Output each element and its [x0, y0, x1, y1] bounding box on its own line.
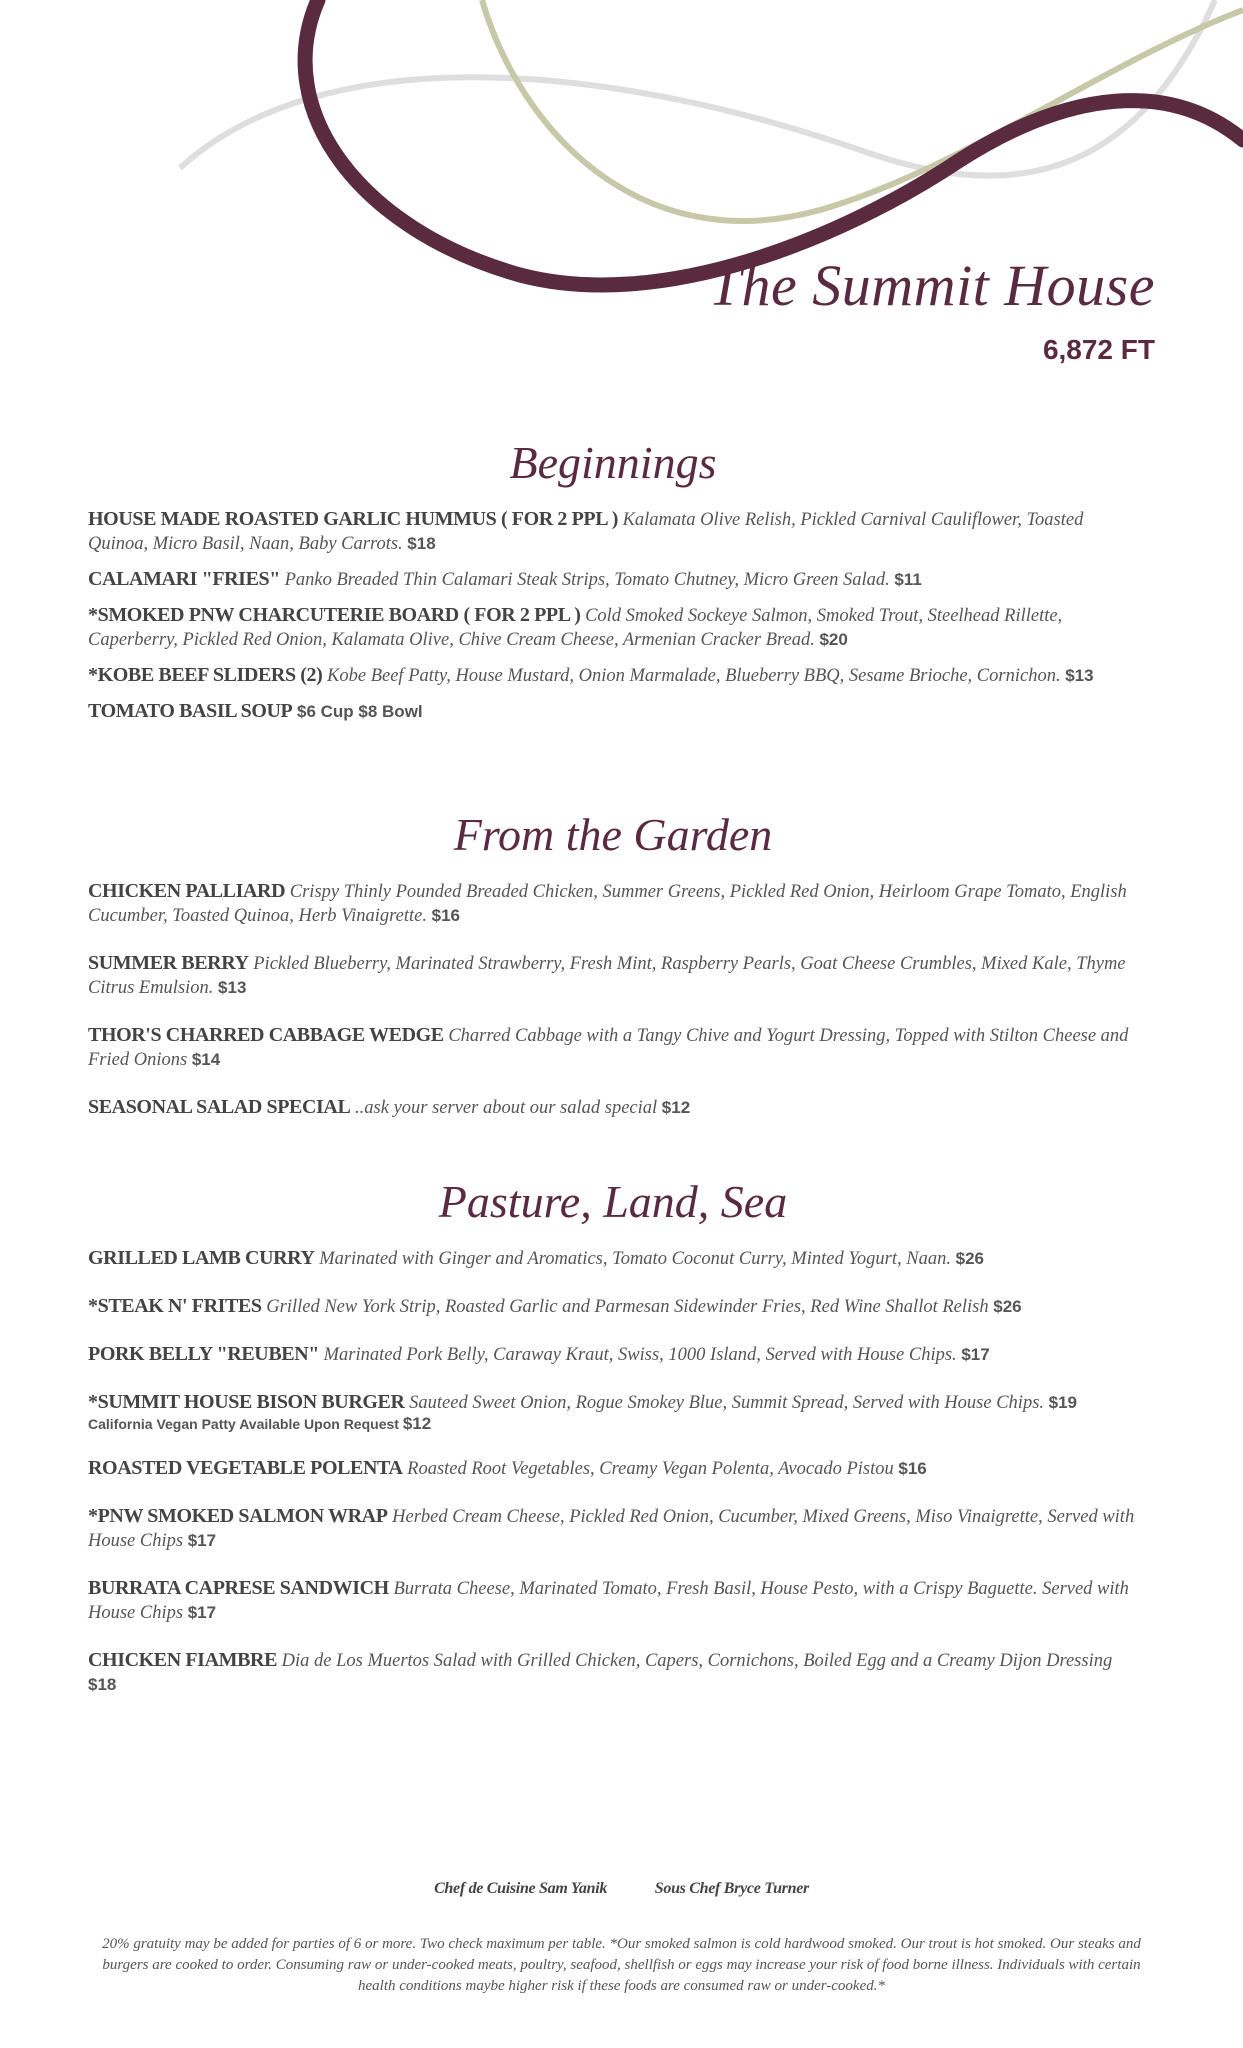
- menu-item: [88, 1342, 1138, 1367]
- item-price: $16: [431, 906, 460, 925]
- item-name: TOMATO BASIL SOUP: [88, 700, 293, 722]
- menu-item: [88, 1576, 1138, 1625]
- item-price: $6 Cup $8 Bowl: [297, 702, 423, 721]
- item-description: Grilled New York Strip, Roasted Garlic and Parmesan Sidewinder Fries, Red Wine Shallot Relish: [266, 1297, 989, 1317]
- section-beginnings: [88, 436, 1138, 735]
- item-description: Herbed Cream Cheese, Pickled Red Onion, Cucumber, Mixed Greens, Miso Vinaigrette, Served with House Chips: [88, 1507, 1135, 1551]
- item-description: Kobe Beef Patty, House Mustard, Onion Marmalade, Blueberry BBQ, Sesame Brioche, Cornichon.: [327, 666, 1061, 686]
- item-note: [88, 1415, 1138, 1433]
- restaurant-title: The Summit House: [708, 253, 1155, 318]
- item-price: $14: [191, 1050, 221, 1069]
- menu-item: [88, 1648, 1138, 1697]
- menu-item: [88, 1504, 1138, 1553]
- item-price: $12: [661, 1098, 691, 1117]
- item-price: $20: [819, 630, 848, 649]
- item-price: $26: [993, 1297, 1022, 1316]
- item-price: $13: [218, 978, 247, 997]
- item-description: Charred Cabbage with a Tangy Chive and Yogurt Dressing, Topped with Stilton Cheese and Fried Onions: [88, 1026, 1129, 1070]
- item-name: *SUMMIT HOUSE BISON BURGER: [88, 1391, 405, 1413]
- item-note-price: $12: [402, 1414, 432, 1433]
- menu-item: [88, 507, 1138, 556]
- elevation-label: 6,872 FT: [1042, 334, 1155, 365]
- item-description: Kalamata Olive Relish, Pickled Carnival Cauliflower, Toasted Quinoa, Micro Basil, Naan, Baby Carrots.: [88, 510, 1084, 554]
- chef-de-cuisine: Chef de Cuisine Sam Yanik: [434, 1880, 608, 1897]
- item-price: $17: [961, 1345, 990, 1364]
- item-price: $17: [187, 1531, 217, 1550]
- item-name: GRILLED LAMB CURRY: [88, 1247, 315, 1269]
- menu-item: [88, 1095, 1138, 1120]
- section-title: From the Garden: [453, 809, 773, 860]
- item-name: THOR'S CHARRED CABBAGE WEDGE: [88, 1024, 444, 1046]
- menu-item: [88, 699, 1138, 724]
- item-description: Dia de Los Muertos Salad with Grilled Chicken, Capers, Cornichons, Boiled Egg and a Creamy Dijon Dressing: [281, 1651, 1113, 1671]
- sage-swirl: [482, 0, 1243, 221]
- section-from-the-garden: [88, 808, 1138, 1143]
- item-price: $13: [1065, 666, 1094, 685]
- menu-item: [88, 951, 1138, 1000]
- item-name: CHICKEN FIAMBRE: [88, 1649, 278, 1671]
- menu-item: [88, 1456, 1138, 1481]
- item-description: ..ask your server about our salad special: [355, 1098, 658, 1118]
- menu-item: [88, 1390, 1138, 1433]
- item-price: $11: [894, 570, 922, 589]
- item-description: Roasted Root Vegetables, Creamy Vegan Polenta, Avocado Pistou: [407, 1459, 894, 1479]
- item-price: $18: [407, 534, 436, 553]
- item-description: Marinated Pork Belly, Caraway Kraut, Swiss, 1000 Island, Served with House Chips.: [323, 1345, 957, 1365]
- menu-item: [88, 567, 1138, 592]
- item-name: BURRATA CAPRESE SANDWICH: [88, 1577, 389, 1599]
- item-description: Pickled Blueberry, Marinated Strawberry, Fresh Mint, Raspberry Pearls, Goat Cheese Crumbles, Mixed Kale, Thyme Citrus Emulsion.: [88, 954, 1126, 998]
- item-name: SUMMER BERRY: [88, 952, 249, 974]
- item-name: ROASTED VEGETABLE POLENTA: [88, 1457, 403, 1479]
- item-name: PORK BELLY "REUBEN": [88, 1343, 319, 1365]
- item-name: SEASONAL SALAD SPECIAL: [88, 1096, 351, 1118]
- menu-item: [88, 879, 1138, 928]
- section-title: Pasture, Land, Sea: [438, 1176, 788, 1227]
- item-description: Cold Smoked Sockeye Salmon, Smoked Trout, Steelhead Rillette, Caperberry, Pickled Red Onion, Kalamata Olive, Chive Cream Cheese, Armenian Cracker Bread.: [88, 606, 1063, 650]
- item-name: *STEAK N' FRITES: [88, 1295, 262, 1317]
- menu-item: [88, 1246, 1138, 1271]
- item-name: *SMOKED PNW CHARCUTERIE BOARD ( FOR 2 PPL ): [88, 604, 581, 626]
- menu-item: [88, 663, 1138, 688]
- menu-item: [88, 603, 1138, 652]
- item-name: *PNW SMOKED SALMON WRAP: [88, 1505, 388, 1527]
- item-description: Burrata Cheese, Marinated Tomato, Fresh Basil, House Pesto, with a Crispy Baguette. Served with House Chips: [88, 1579, 1129, 1623]
- item-name: CHICKEN PALLIARD: [88, 880, 286, 902]
- disclaimer: 20% gratuity may be added for parties of 6 or more. Two check maximum per table. *Our smoked salmon is cold hardwood smoked. Our trout is hot smoked. Our steaks and burgers are cooked to order. Consuming raw or under-cooked meats, poultry, seafood, shellfish or eggs may increase your risk of food borne illness. Individuals with certain health conditions maybe higher risk if these foods are consumed raw or under-cooked.*: [102, 1936, 1141, 1994]
- item-price: $17: [187, 1603, 217, 1622]
- item-name: HOUSE MADE ROASTED GARLIC HUMMUS ( FOR 2 PPL ): [88, 508, 618, 530]
- item-name: *KOBE BEEF SLIDERS (2): [88, 664, 323, 686]
- item-name: CALAMARI "FRIES": [88, 568, 280, 590]
- item-description: Marinated with Ginger and Aromatics, Tomato Coconut Curry, Minted Yogurt, Naan.: [319, 1249, 951, 1269]
- item-price: $18: [88, 1675, 117, 1694]
- section-pasture-land-sea: [88, 1175, 1138, 1720]
- item-description: Crispy Thinly Pounded Breaded Chicken, Summer Greens, Pickled Red Onion, Heirloom Grape Tomato, English Cucumber, Toasted Quinoa, Herb Vinaigrette.: [88, 882, 1127, 926]
- item-description: Panko Breaded Thin Calamari Steak Strips, Tomato Chutney, Micro Green Salad.: [284, 570, 890, 590]
- item-description: Sauteed Sweet Onion, Rogue Smokey Blue, Summit Spread, Served with House Chips.: [409, 1393, 1045, 1413]
- item-price: $26: [955, 1249, 984, 1268]
- sous-chef: Sous Chef Bryce Turner: [654, 1880, 809, 1897]
- item-price: $19: [1048, 1393, 1078, 1412]
- section-title: Beginnings: [509, 437, 717, 488]
- chef-credits: [0, 1880, 1243, 1898]
- menu-item: [88, 1023, 1138, 1072]
- item-note-text: California Vegan Patty Available Upon Request: [88, 1416, 399, 1432]
- menu-item: [88, 1294, 1138, 1319]
- item-price: $16: [898, 1459, 927, 1478]
